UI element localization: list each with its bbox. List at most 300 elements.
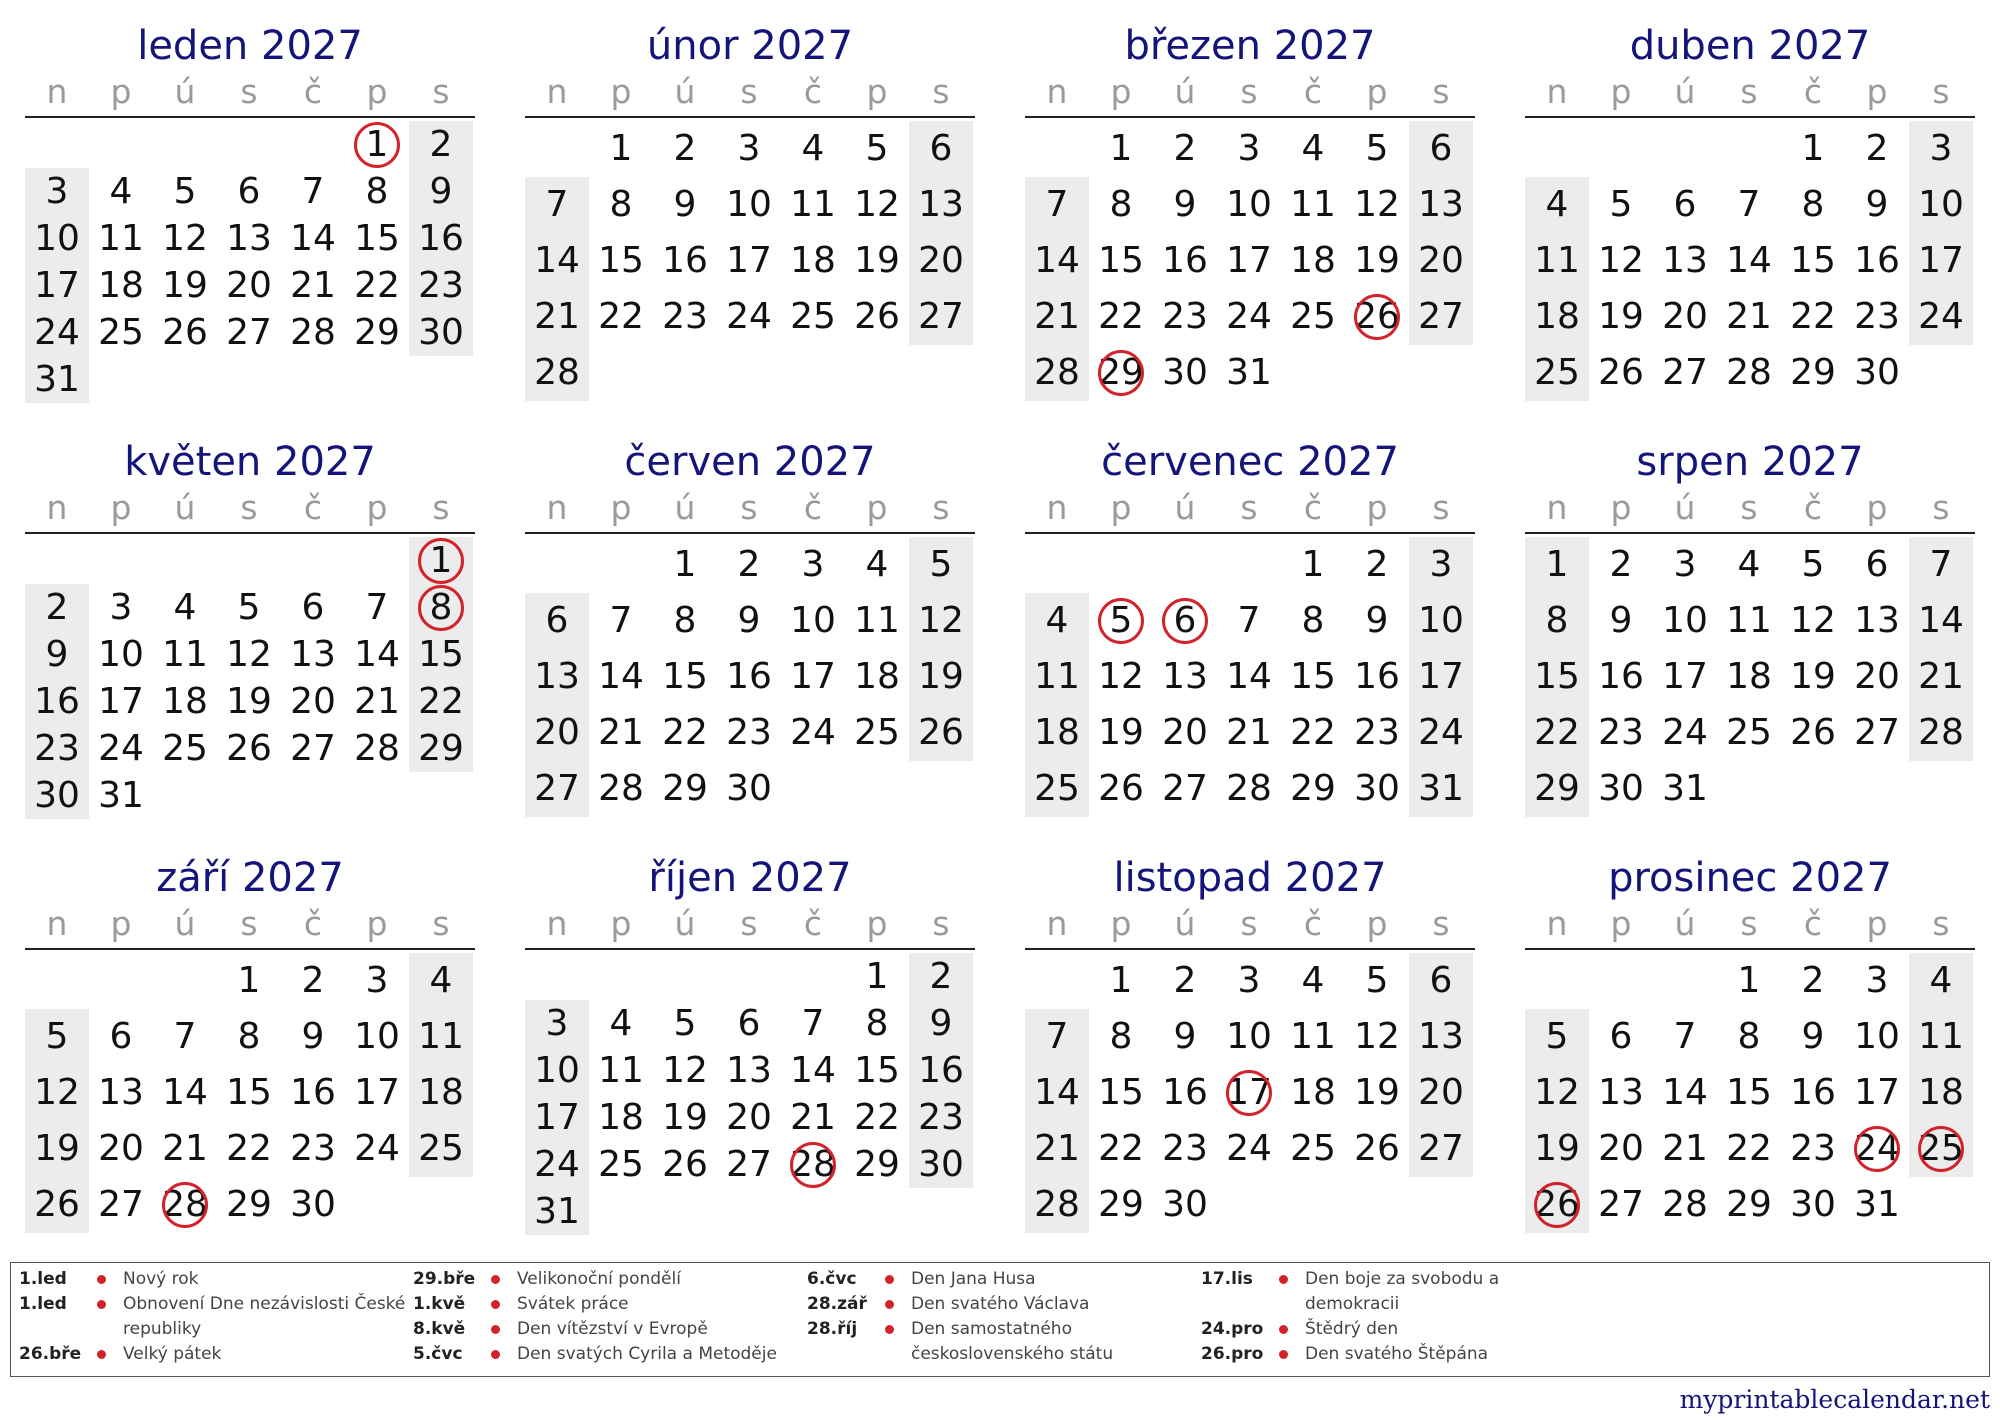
day-cell[interactable]: 24 bbox=[34, 312, 80, 353]
day-cell[interactable]: 7 bbox=[1929, 544, 1953, 585]
day-cell[interactable]: 21 bbox=[354, 681, 400, 722]
day-cell[interactable]: 9 bbox=[737, 600, 761, 641]
day-cell[interactable]: 2 bbox=[1365, 544, 1389, 585]
day-cell[interactable]: 29 bbox=[1290, 768, 1336, 809]
day-cell[interactable]: 25 bbox=[598, 1144, 644, 1185]
day-cell[interactable]: 22 bbox=[1726, 1128, 1772, 1169]
day-cell[interactable]: 5 bbox=[1365, 960, 1389, 1001]
day-cell[interactable]: 18 bbox=[854, 656, 900, 697]
day-cell[interactable]: 4 bbox=[1301, 128, 1325, 169]
day-cell[interactable]: 2 bbox=[301, 960, 325, 1001]
day-cell[interactable]: 5 bbox=[1545, 1016, 1569, 1057]
day-cell[interactable]: 6 bbox=[237, 171, 261, 212]
day-cell[interactable]: 30 bbox=[1598, 768, 1644, 809]
day-cell[interactable]: 20 bbox=[1418, 240, 1464, 281]
day-cell[interactable]: 17 bbox=[1662, 656, 1708, 697]
day-cell[interactable]: 12 bbox=[662, 1050, 708, 1091]
day-cell[interactable]: 24 bbox=[1226, 296, 1272, 337]
day-cell[interactable]: 7 bbox=[301, 171, 325, 212]
day-cell[interactable]: 30 bbox=[1162, 1184, 1208, 1225]
day-cell[interactable]: 30 bbox=[1162, 352, 1208, 393]
day-cell[interactable]: 22 bbox=[226, 1128, 272, 1169]
day-cell[interactable]: 29 bbox=[354, 312, 400, 353]
day-cell[interactable]: 15 bbox=[1790, 240, 1836, 281]
day-cell[interactable]: 2 bbox=[673, 128, 697, 169]
day-cell[interactable]: 25 bbox=[162, 728, 208, 769]
day-cell[interactable]: 4 bbox=[109, 171, 133, 212]
day-cell[interactable]: 12 bbox=[162, 218, 208, 259]
day-cell[interactable]: 8 bbox=[1801, 184, 1825, 225]
day-cell[interactable]: 5 bbox=[237, 587, 261, 628]
day-cell[interactable]: 4 bbox=[429, 960, 453, 1001]
day-cell[interactable]: 26 bbox=[226, 728, 272, 769]
day-cell[interactable]: 23 bbox=[34, 728, 80, 769]
day-cell[interactable]: 2 bbox=[929, 956, 953, 997]
day-cell[interactable]: 29 bbox=[662, 768, 708, 809]
day-cell[interactable]: 19 bbox=[1098, 712, 1144, 753]
day-cell[interactable]: 30 bbox=[34, 775, 80, 816]
day-cell[interactable]: 22 bbox=[354, 265, 400, 306]
day-cell[interactable]: 8 bbox=[673, 600, 697, 641]
day-cell[interactable]: 29 bbox=[854, 1144, 900, 1185]
day-cell[interactable]: 20 bbox=[1854, 656, 1900, 697]
day-cell[interactable]: 22 bbox=[418, 681, 464, 722]
day-cell[interactable]: 13 bbox=[226, 218, 272, 259]
day-cell[interactable]: 20 bbox=[726, 1097, 772, 1138]
day-cell[interactable]: 6 bbox=[737, 1003, 761, 1044]
day-cell[interactable]: 30 bbox=[1354, 768, 1400, 809]
day-cell[interactable]: 22 bbox=[854, 1097, 900, 1138]
day-cell[interactable]: 12 bbox=[854, 184, 900, 225]
day-cell[interactable]: 6 bbox=[1429, 960, 1453, 1001]
day-cell[interactable]: 17 bbox=[1226, 240, 1272, 281]
day-cell[interactable]: 14 bbox=[1226, 656, 1272, 697]
day-cell[interactable]: 15 bbox=[418, 634, 464, 675]
day-cell[interactable]: 20 bbox=[290, 681, 336, 722]
day-cell[interactable]: 11 bbox=[418, 1016, 464, 1057]
day-cell[interactable]: 23 bbox=[1354, 712, 1400, 753]
day-cell[interactable]: 28 bbox=[1226, 768, 1272, 809]
day-cell[interactable]: 1 bbox=[365, 124, 389, 165]
day-cell[interactable]: 1 bbox=[673, 544, 697, 585]
day-cell[interactable]: 28 bbox=[1662, 1184, 1708, 1225]
day-cell[interactable]: 3 bbox=[1929, 128, 1953, 169]
day-cell[interactable]: 16 bbox=[34, 681, 80, 722]
day-cell[interactable]: 17 bbox=[534, 1097, 580, 1138]
day-cell[interactable]: 10 bbox=[534, 1050, 580, 1091]
day-cell[interactable]: 25 bbox=[790, 296, 836, 337]
day-cell[interactable]: 12 bbox=[34, 1072, 80, 1113]
day-cell[interactable]: 17 bbox=[34, 265, 80, 306]
day-cell[interactable]: 14 bbox=[1034, 1072, 1080, 1113]
day-cell[interactable]: 26 bbox=[1790, 712, 1836, 753]
day-cell[interactable]: 7 bbox=[1237, 600, 1261, 641]
day-cell[interactable]: 9 bbox=[45, 634, 69, 675]
day-cell[interactable]: 13 bbox=[1162, 656, 1208, 697]
day-cell[interactable]: 1 bbox=[1301, 544, 1325, 585]
day-cell[interactable]: 10 bbox=[726, 184, 772, 225]
day-cell[interactable]: 18 bbox=[1918, 1072, 1964, 1113]
day-cell[interactable]: 20 bbox=[1418, 1072, 1464, 1113]
day-cell[interactable]: 15 bbox=[226, 1072, 272, 1113]
day-cell[interactable]: 5 bbox=[1801, 544, 1825, 585]
day-cell[interactable]: 6 bbox=[1673, 184, 1697, 225]
day-cell[interactable]: 15 bbox=[354, 218, 400, 259]
day-cell[interactable]: 28 bbox=[290, 312, 336, 353]
day-cell[interactable]: 19 bbox=[854, 240, 900, 281]
day-cell[interactable]: 26 bbox=[34, 1184, 80, 1225]
day-cell[interactable]: 11 bbox=[790, 184, 836, 225]
day-cell[interactable]: 31 bbox=[98, 775, 144, 816]
day-cell[interactable]: 1 bbox=[1801, 128, 1825, 169]
day-cell[interactable]: 9 bbox=[1173, 184, 1197, 225]
day-cell[interactable]: 6 bbox=[1865, 544, 1889, 585]
day-cell[interactable]: 31 bbox=[1854, 1184, 1900, 1225]
day-cell[interactable]: 11 bbox=[1918, 1016, 1964, 1057]
day-cell[interactable]: 8 bbox=[865, 1003, 889, 1044]
day-cell[interactable]: 19 bbox=[162, 265, 208, 306]
day-cell[interactable]: 6 bbox=[1429, 128, 1453, 169]
day-cell[interactable]: 11 bbox=[598, 1050, 644, 1091]
day-cell[interactable]: 13 bbox=[1418, 1016, 1464, 1057]
day-cell[interactable]: 24 bbox=[790, 712, 836, 753]
day-cell[interactable]: 8 bbox=[429, 587, 453, 628]
day-cell[interactable]: 20 bbox=[1162, 712, 1208, 753]
day-cell[interactable]: 1 bbox=[237, 960, 261, 1001]
day-cell[interactable]: 24 bbox=[1662, 712, 1708, 753]
day-cell[interactable]: 25 bbox=[1034, 768, 1080, 809]
day-cell[interactable]: 11 bbox=[1534, 240, 1580, 281]
day-cell[interactable]: 1 bbox=[429, 540, 453, 581]
day-cell[interactable]: 29 bbox=[1098, 352, 1144, 393]
day-cell[interactable]: 8 bbox=[609, 184, 633, 225]
day-cell[interactable]: 21 bbox=[1918, 656, 1964, 697]
day-cell[interactable]: 21 bbox=[598, 712, 644, 753]
day-cell[interactable]: 16 bbox=[662, 240, 708, 281]
day-cell[interactable]: 24 bbox=[354, 1128, 400, 1169]
day-cell[interactable]: 1 bbox=[1109, 128, 1133, 169]
day-cell[interactable]: 24 bbox=[1226, 1128, 1272, 1169]
day-cell[interactable]: 3 bbox=[1673, 544, 1697, 585]
day-cell[interactable]: 8 bbox=[365, 171, 389, 212]
day-cell[interactable]: 5 bbox=[865, 128, 889, 169]
day-cell[interactable]: 4 bbox=[801, 128, 825, 169]
day-cell[interactable]: 30 bbox=[918, 1144, 964, 1185]
day-cell[interactable]: 15 bbox=[1726, 1072, 1772, 1113]
day-cell[interactable]: 14 bbox=[1662, 1072, 1708, 1113]
day-cell[interactable]: 3 bbox=[545, 1003, 569, 1044]
day-cell[interactable]: 3 bbox=[365, 960, 389, 1001]
day-cell[interactable]: 26 bbox=[1534, 1184, 1580, 1225]
day-cell[interactable]: 19 bbox=[1790, 656, 1836, 697]
day-cell[interactable]: 14 bbox=[354, 634, 400, 675]
day-cell[interactable]: 21 bbox=[1726, 296, 1772, 337]
day-cell[interactable]: 6 bbox=[545, 600, 569, 641]
day-cell[interactable]: 11 bbox=[1290, 1016, 1336, 1057]
day-cell[interactable]: 28 bbox=[1034, 1184, 1080, 1225]
day-cell[interactable]: 27 bbox=[226, 312, 272, 353]
day-cell[interactable]: 4 bbox=[173, 587, 197, 628]
day-cell[interactable]: 20 bbox=[918, 240, 964, 281]
day-cell[interactable]: 24 bbox=[1918, 296, 1964, 337]
day-cell[interactable]: 22 bbox=[1534, 712, 1580, 753]
day-cell[interactable]: 16 bbox=[1854, 240, 1900, 281]
day-cell[interactable]: 22 bbox=[1098, 296, 1144, 337]
day-cell[interactable]: 11 bbox=[1290, 184, 1336, 225]
day-cell[interactable]: 31 bbox=[534, 1191, 580, 1232]
day-cell[interactable]: 18 bbox=[1726, 656, 1772, 697]
day-cell[interactable]: 9 bbox=[301, 1016, 325, 1057]
day-cell[interactable]: 1 bbox=[609, 128, 633, 169]
day-cell[interactable]: 9 bbox=[1609, 600, 1633, 641]
day-cell[interactable]: 10 bbox=[354, 1016, 400, 1057]
day-cell[interactable]: 26 bbox=[662, 1144, 708, 1185]
day-cell[interactable]: 25 bbox=[418, 1128, 464, 1169]
day-cell[interactable]: 18 bbox=[1290, 1072, 1336, 1113]
day-cell[interactable]: 25 bbox=[1534, 352, 1580, 393]
day-cell[interactable]: 27 bbox=[534, 768, 580, 809]
day-cell[interactable]: 2 bbox=[1173, 960, 1197, 1001]
day-cell[interactable]: 6 bbox=[301, 587, 325, 628]
day-cell[interactable]: 27 bbox=[1662, 352, 1708, 393]
day-cell[interactable]: 13 bbox=[1418, 184, 1464, 225]
day-cell[interactable]: 14 bbox=[598, 656, 644, 697]
day-cell[interactable]: 14 bbox=[790, 1050, 836, 1091]
day-cell[interactable]: 19 bbox=[662, 1097, 708, 1138]
day-cell[interactable]: 16 bbox=[918, 1050, 964, 1091]
day-cell[interactable]: 11 bbox=[1726, 600, 1772, 641]
day-cell[interactable]: 7 bbox=[1673, 1016, 1697, 1057]
day-cell[interactable]: 7 bbox=[1737, 184, 1761, 225]
day-cell[interactable]: 18 bbox=[1534, 296, 1580, 337]
day-cell[interactable]: 9 bbox=[929, 1003, 953, 1044]
day-cell[interactable]: 2 bbox=[45, 587, 69, 628]
day-cell[interactable]: 14 bbox=[1034, 240, 1080, 281]
day-cell[interactable]: 17 bbox=[1226, 1072, 1272, 1113]
day-cell[interactable]: 5 bbox=[1365, 128, 1389, 169]
day-cell[interactable]: 7 bbox=[545, 184, 569, 225]
day-cell[interactable]: 17 bbox=[1418, 656, 1464, 697]
day-cell[interactable]: 28 bbox=[534, 352, 580, 393]
day-cell[interactable]: 13 bbox=[534, 656, 580, 697]
day-cell[interactable]: 3 bbox=[737, 128, 761, 169]
day-cell[interactable]: 22 bbox=[598, 296, 644, 337]
day-cell[interactable]: 28 bbox=[354, 728, 400, 769]
day-cell[interactable]: 3 bbox=[109, 587, 133, 628]
day-cell[interactable]: 18 bbox=[790, 240, 836, 281]
day-cell[interactable]: 23 bbox=[1162, 1128, 1208, 1169]
day-cell[interactable]: 20 bbox=[98, 1128, 144, 1169]
day-cell[interactable]: 2 bbox=[1801, 960, 1825, 1001]
day-cell[interactable]: 26 bbox=[1598, 352, 1644, 393]
day-cell[interactable]: 13 bbox=[98, 1072, 144, 1113]
day-cell[interactable]: 8 bbox=[237, 1016, 261, 1057]
day-cell[interactable]: 4 bbox=[1545, 184, 1569, 225]
day-cell[interactable]: 5 bbox=[1609, 184, 1633, 225]
day-cell[interactable]: 1 bbox=[865, 956, 889, 997]
day-cell[interactable]: 23 bbox=[418, 265, 464, 306]
day-cell[interactable]: 16 bbox=[290, 1072, 336, 1113]
day-cell[interactable]: 5 bbox=[1109, 600, 1133, 641]
day-cell[interactable]: 13 bbox=[290, 634, 336, 675]
day-cell[interactable]: 8 bbox=[1737, 1016, 1761, 1057]
day-cell[interactable]: 2 bbox=[1609, 544, 1633, 585]
day-cell[interactable]: 5 bbox=[45, 1016, 69, 1057]
day-cell[interactable]: 5 bbox=[673, 1003, 697, 1044]
day-cell[interactable]: 21 bbox=[1034, 1128, 1080, 1169]
day-cell[interactable]: 4 bbox=[609, 1003, 633, 1044]
day-cell[interactable]: 29 bbox=[418, 728, 464, 769]
day-cell[interactable]: 10 bbox=[1662, 600, 1708, 641]
day-cell[interactable]: 17 bbox=[1854, 1072, 1900, 1113]
day-cell[interactable]: 5 bbox=[929, 544, 953, 585]
day-cell[interactable]: 24 bbox=[726, 296, 772, 337]
day-cell[interactable]: 27 bbox=[1418, 1128, 1464, 1169]
day-cell[interactable]: 23 bbox=[726, 712, 772, 753]
day-cell[interactable]: 29 bbox=[1098, 1184, 1144, 1225]
day-cell[interactable]: 2 bbox=[737, 544, 761, 585]
day-cell[interactable]: 12 bbox=[1534, 1072, 1580, 1113]
day-cell[interactable]: 21 bbox=[290, 265, 336, 306]
day-cell[interactable]: 29 bbox=[1790, 352, 1836, 393]
day-cell[interactable]: 23 bbox=[662, 296, 708, 337]
day-cell[interactable]: 23 bbox=[1854, 296, 1900, 337]
day-cell[interactable]: 31 bbox=[34, 359, 80, 400]
day-cell[interactable]: 28 bbox=[1034, 352, 1080, 393]
day-cell[interactable]: 28 bbox=[1726, 352, 1772, 393]
day-cell[interactable]: 27 bbox=[1598, 1184, 1644, 1225]
day-cell[interactable]: 24 bbox=[1854, 1128, 1900, 1169]
day-cell[interactable]: 20 bbox=[226, 265, 272, 306]
day-cell[interactable]: 2 bbox=[1173, 128, 1197, 169]
day-cell[interactable]: 15 bbox=[662, 656, 708, 697]
day-cell[interactable]: 13 bbox=[1598, 1072, 1644, 1113]
day-cell[interactable]: 22 bbox=[1098, 1128, 1144, 1169]
day-cell[interactable]: 18 bbox=[162, 681, 208, 722]
day-cell[interactable]: 19 bbox=[1534, 1128, 1580, 1169]
day-cell[interactable]: 12 bbox=[1790, 600, 1836, 641]
day-cell[interactable]: 20 bbox=[1662, 296, 1708, 337]
day-cell[interactable]: 14 bbox=[1918, 600, 1964, 641]
day-cell[interactable]: 26 bbox=[162, 312, 208, 353]
day-cell[interactable]: 17 bbox=[726, 240, 772, 281]
day-cell[interactable]: 18 bbox=[418, 1072, 464, 1113]
day-cell[interactable]: 25 bbox=[1290, 296, 1336, 337]
day-cell[interactable]: 10 bbox=[790, 600, 836, 641]
day-cell[interactable]: 28 bbox=[1918, 712, 1964, 753]
day-cell[interactable]: 17 bbox=[98, 681, 144, 722]
day-cell[interactable]: 21 bbox=[790, 1097, 836, 1138]
day-cell[interactable]: 17 bbox=[354, 1072, 400, 1113]
day-cell[interactable]: 8 bbox=[1545, 600, 1569, 641]
day-cell[interactable]: 21 bbox=[1662, 1128, 1708, 1169]
day-cell[interactable]: 27 bbox=[290, 728, 336, 769]
day-cell[interactable]: 21 bbox=[162, 1128, 208, 1169]
day-cell[interactable]: 12 bbox=[1354, 1016, 1400, 1057]
day-cell[interactable]: 12 bbox=[1598, 240, 1644, 281]
day-cell[interactable]: 31 bbox=[1662, 768, 1708, 809]
day-cell[interactable]: 25 bbox=[854, 712, 900, 753]
day-cell[interactable]: 16 bbox=[726, 656, 772, 697]
day-cell[interactable]: 23 bbox=[1162, 296, 1208, 337]
day-cell[interactable]: 11 bbox=[98, 218, 144, 259]
day-cell[interactable]: 23 bbox=[290, 1128, 336, 1169]
day-cell[interactable]: 27 bbox=[918, 296, 964, 337]
day-cell[interactable]: 10 bbox=[1226, 1016, 1272, 1057]
day-cell[interactable]: 25 bbox=[1290, 1128, 1336, 1169]
day-cell[interactable]: 15 bbox=[1098, 1072, 1144, 1113]
day-cell[interactable]: 23 bbox=[918, 1097, 964, 1138]
day-cell[interactable]: 22 bbox=[1790, 296, 1836, 337]
day-cell[interactable]: 18 bbox=[1034, 712, 1080, 753]
day-cell[interactable]: 25 bbox=[1918, 1128, 1964, 1169]
day-cell[interactable]: 5 bbox=[173, 171, 197, 212]
day-cell[interactable]: 11 bbox=[1034, 656, 1080, 697]
day-cell[interactable]: 25 bbox=[1726, 712, 1772, 753]
day-cell[interactable]: 27 bbox=[1418, 296, 1464, 337]
day-cell[interactable]: 4 bbox=[1737, 544, 1761, 585]
day-cell[interactable]: 18 bbox=[598, 1097, 644, 1138]
day-cell[interactable]: 30 bbox=[1854, 352, 1900, 393]
day-cell[interactable]: 16 bbox=[1790, 1072, 1836, 1113]
day-cell[interactable]: 28 bbox=[598, 768, 644, 809]
day-cell[interactable]: 18 bbox=[98, 265, 144, 306]
day-cell[interactable]: 9 bbox=[1365, 600, 1389, 641]
day-cell[interactable]: 7 bbox=[1045, 1016, 1069, 1057]
day-cell[interactable]: 14 bbox=[1726, 240, 1772, 281]
day-cell[interactable]: 22 bbox=[662, 712, 708, 753]
day-cell[interactable]: 9 bbox=[1173, 1016, 1197, 1057]
day-cell[interactable]: 8 bbox=[1109, 1016, 1133, 1057]
day-cell[interactable]: 4 bbox=[1045, 600, 1069, 641]
day-cell[interactable]: 11 bbox=[162, 634, 208, 675]
day-cell[interactable]: 6 bbox=[929, 128, 953, 169]
day-cell[interactable]: 30 bbox=[418, 312, 464, 353]
day-cell[interactable]: 26 bbox=[1354, 1128, 1400, 1169]
day-cell[interactable]: 21 bbox=[1034, 296, 1080, 337]
day-cell[interactable]: 15 bbox=[1534, 656, 1580, 697]
day-cell[interactable]: 10 bbox=[98, 634, 144, 675]
day-cell[interactable]: 16 bbox=[1162, 1072, 1208, 1113]
day-cell[interactable]: 10 bbox=[1918, 184, 1964, 225]
day-cell[interactable]: 16 bbox=[1162, 240, 1208, 281]
day-cell[interactable]: 21 bbox=[1226, 712, 1272, 753]
day-cell[interactable]: 3 bbox=[1865, 960, 1889, 1001]
day-cell[interactable]: 10 bbox=[1854, 1016, 1900, 1057]
day-cell[interactable]: 3 bbox=[1237, 128, 1261, 169]
day-cell[interactable]: 14 bbox=[290, 218, 336, 259]
day-cell[interactable]: 2 bbox=[429, 124, 453, 165]
day-cell[interactable]: 26 bbox=[854, 296, 900, 337]
day-cell[interactable]: 27 bbox=[1854, 712, 1900, 753]
day-cell[interactable]: 9 bbox=[429, 171, 453, 212]
day-cell[interactable]: 9 bbox=[1865, 184, 1889, 225]
day-cell[interactable]: 7 bbox=[801, 1003, 825, 1044]
day-cell[interactable]: 16 bbox=[1354, 656, 1400, 697]
day-cell[interactable]: 15 bbox=[1098, 240, 1144, 281]
day-cell[interactable]: 3 bbox=[1237, 960, 1261, 1001]
day-cell[interactable]: 21 bbox=[534, 296, 580, 337]
day-cell[interactable]: 6 bbox=[1173, 600, 1197, 641]
day-cell[interactable]: 13 bbox=[1854, 600, 1900, 641]
day-cell[interactable]: 13 bbox=[1662, 240, 1708, 281]
day-cell[interactable]: 12 bbox=[1354, 184, 1400, 225]
day-cell[interactable]: 15 bbox=[854, 1050, 900, 1091]
day-cell[interactable]: 31 bbox=[1418, 768, 1464, 809]
day-cell[interactable]: 1 bbox=[1737, 960, 1761, 1001]
day-cell[interactable]: 30 bbox=[726, 768, 772, 809]
day-cell[interactable]: 13 bbox=[726, 1050, 772, 1091]
